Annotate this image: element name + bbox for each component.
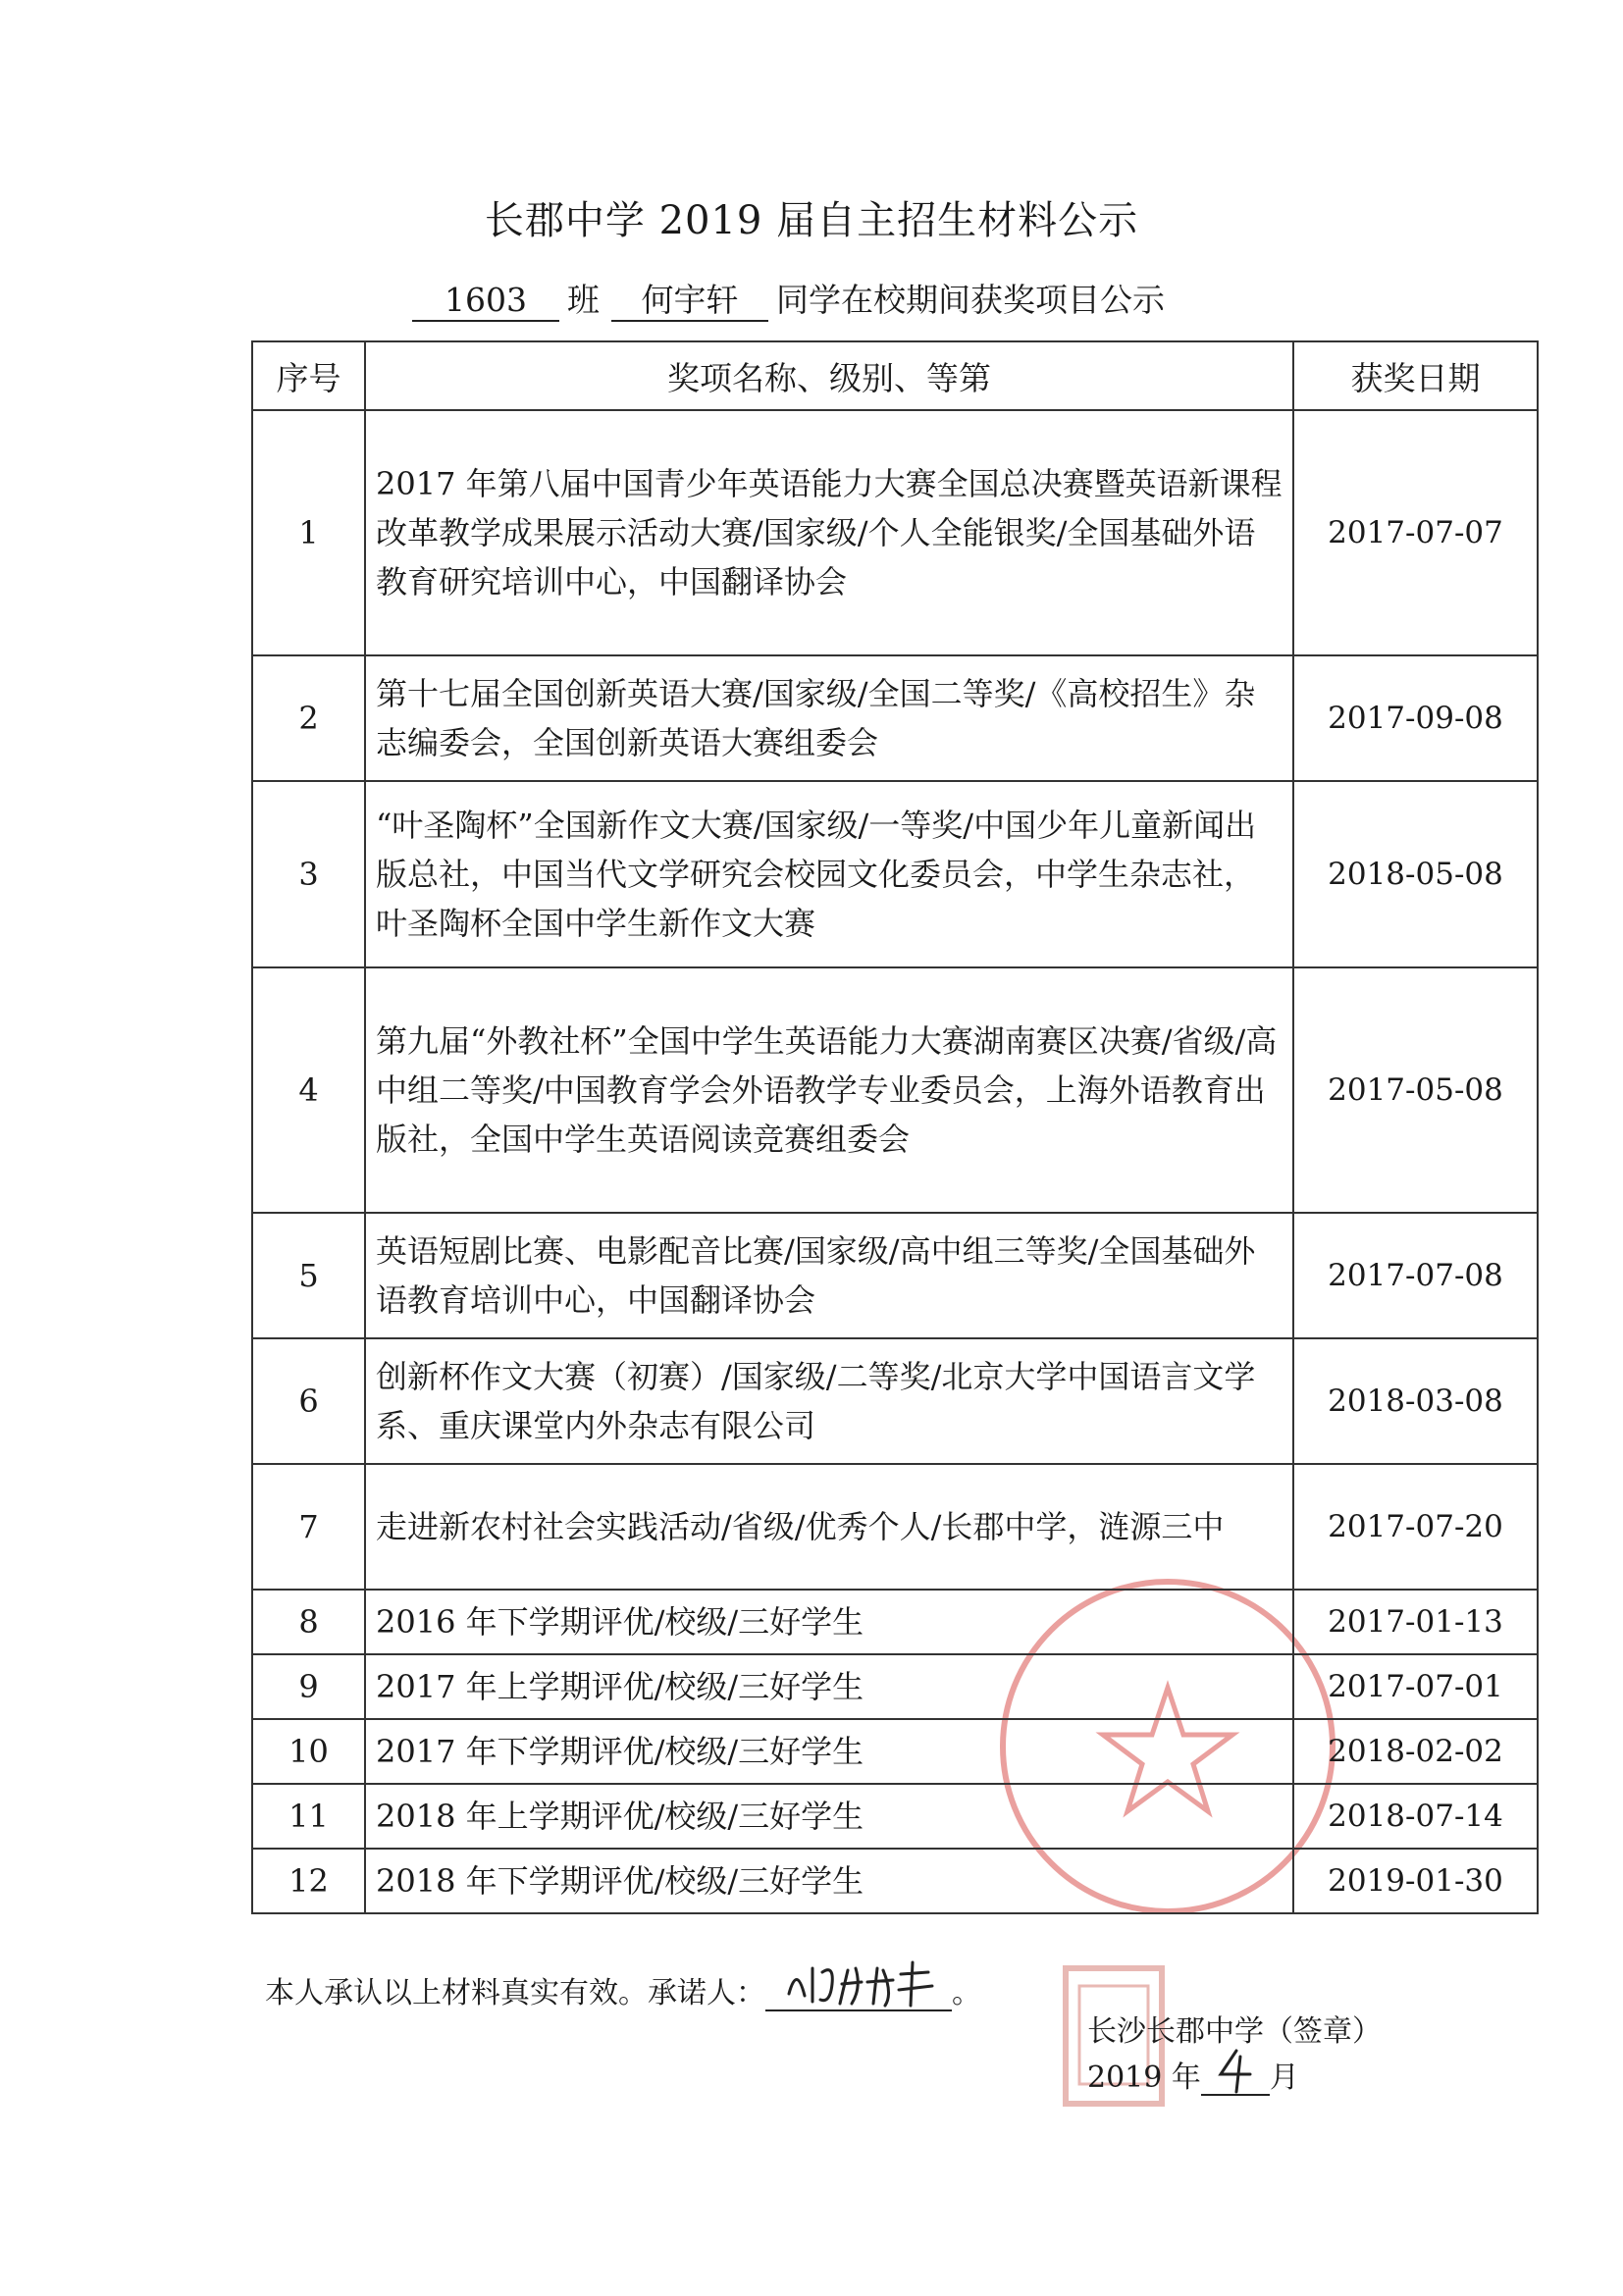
- school-signature-label: 长沙长郡中学（签章）: [1087, 2014, 1382, 2049]
- row-no: 12: [252, 1849, 365, 1913]
- row-award: 2017 年上学期评优/校级/三好学生: [365, 1654, 1293, 1719]
- subtitle-text: 同学在校期间获奖项目公示: [776, 281, 1165, 319]
- document-title: 长郡中学 2019 届自主招生材料公示: [484, 198, 1139, 243]
- handwritten-signature: [783, 1955, 940, 2013]
- row-award: 英语短剧比赛、电影配音比赛/国家级/高中组三等奖/全国基础外语教育培训中心，中国翻译协会: [365, 1213, 1293, 1338]
- row-award: 2018 年上学期评优/校级/三好学生: [365, 1784, 1293, 1849]
- row-no: 3: [252, 781, 365, 967]
- row-no: 7: [252, 1464, 365, 1590]
- promise-text: 本人承认以上材料真实有效。承诺人：: [265, 1976, 765, 2010]
- table-row: [252, 1849, 1538, 1913]
- row-date: 2018-07-14: [1293, 1784, 1538, 1849]
- row-date: 2017-07-08: [1293, 1213, 1538, 1338]
- row-award: 第十七届全国创新英语大赛/国家级/全国二等奖/《高校招生》杂志编委会，全国创新英语大赛组委会: [365, 655, 1293, 781]
- sign-month-suffix: 月: [1269, 2061, 1299, 2095]
- handwritten-month: [1207, 2045, 1266, 2094]
- row-no: 11: [252, 1784, 365, 1849]
- promise-statement: [265, 1962, 981, 2011]
- row-award: 2016 年下学期评优/校级/三好学生: [365, 1590, 1293, 1654]
- table-header-row: [252, 341, 1538, 410]
- table-row: [252, 1464, 1538, 1590]
- signature-line: [765, 1962, 952, 2011]
- class-number: 1603: [412, 281, 559, 322]
- row-award: 2017 年下学期评优/校级/三好学生: [365, 1719, 1293, 1784]
- row-date: 2017-01-13: [1293, 1590, 1538, 1654]
- month-blank: [1201, 2059, 1270, 2096]
- row-award: 第九届“外教社杯”全国中学生英语能力大赛湖南赛区决赛/省级/高中组二等奖/中国教育学会外语教学专业委员会，上海外语教育出版社，全国中学生英语阅读竞赛组委会: [365, 967, 1293, 1213]
- row-award: “叶圣陶杯”全国新作文大赛/国家级/一等奖/中国少年儿童新闻出版总社，中国当代文学研究会校园文化委员会，中学生杂志社，叶圣陶杯全国中学生新作文大赛: [365, 781, 1293, 967]
- row-award: 2017 年第八届中国青少年英语能力大赛全国总决赛暨英语新课程改革教学成果展示活动大赛/国家级/个人全能银奖/全国基础外语教育研究培训中心，中国翻译协会: [365, 410, 1293, 655]
- row-date: 2017-07-20: [1293, 1464, 1538, 1590]
- table-row: [252, 1784, 1538, 1849]
- class-suffix: 班: [567, 281, 600, 319]
- table-row: [252, 967, 1538, 1213]
- row-no: 4: [252, 967, 365, 1213]
- student-name: 何宇轩: [611, 281, 768, 322]
- table-row: [252, 1338, 1538, 1464]
- row-date: 2018-02-02: [1293, 1719, 1538, 1784]
- table-row: [252, 1719, 1538, 1784]
- row-award: 创新杯作文大赛（初赛）/国家级/二等奖/北京大学中国语言文学系、重庆课堂内外杂志有限公司: [365, 1338, 1293, 1464]
- row-no: 8: [252, 1590, 365, 1654]
- row-date: 2018-05-08: [1293, 781, 1538, 967]
- table-row: [252, 781, 1538, 967]
- row-no: 1: [252, 410, 365, 655]
- sign-date: [1087, 2053, 1299, 2096]
- promise-end: 。: [952, 1976, 981, 2010]
- table-row: [252, 410, 1538, 655]
- table-row: [252, 1590, 1538, 1654]
- awards-table: [251, 340, 1539, 1914]
- row-date: 2017-09-08: [1293, 655, 1538, 781]
- row-award: 2018 年下学期评优/校级/三好学生: [365, 1849, 1293, 1913]
- table-row: [252, 655, 1538, 781]
- row-date: 2017-07-01: [1293, 1654, 1538, 1719]
- row-no: 9: [252, 1654, 365, 1719]
- sign-year: 2019 年: [1087, 2061, 1201, 2095]
- row-no: 5: [252, 1213, 365, 1338]
- row-no: 6: [252, 1338, 365, 1464]
- header-award: 奖项名称、级别、等第: [365, 341, 1293, 410]
- row-no: 10: [252, 1719, 365, 1784]
- row-date: 2017-07-07: [1293, 410, 1538, 655]
- row-date: 2019-01-30: [1293, 1849, 1538, 1913]
- row-date: 2018-03-08: [1293, 1338, 1538, 1464]
- table-row: [252, 1213, 1538, 1338]
- document-subtitle: [412, 275, 1165, 322]
- row-no: 2: [252, 655, 365, 781]
- table-row: [252, 1654, 1538, 1719]
- header-date: 获奖日期: [1293, 341, 1538, 410]
- header-no: 序号: [252, 341, 365, 410]
- row-award: 走进新农村社会实践活动/省级/优秀个人/长郡中学，涟源三中: [365, 1464, 1293, 1590]
- row-date: 2017-05-08: [1293, 967, 1538, 1213]
